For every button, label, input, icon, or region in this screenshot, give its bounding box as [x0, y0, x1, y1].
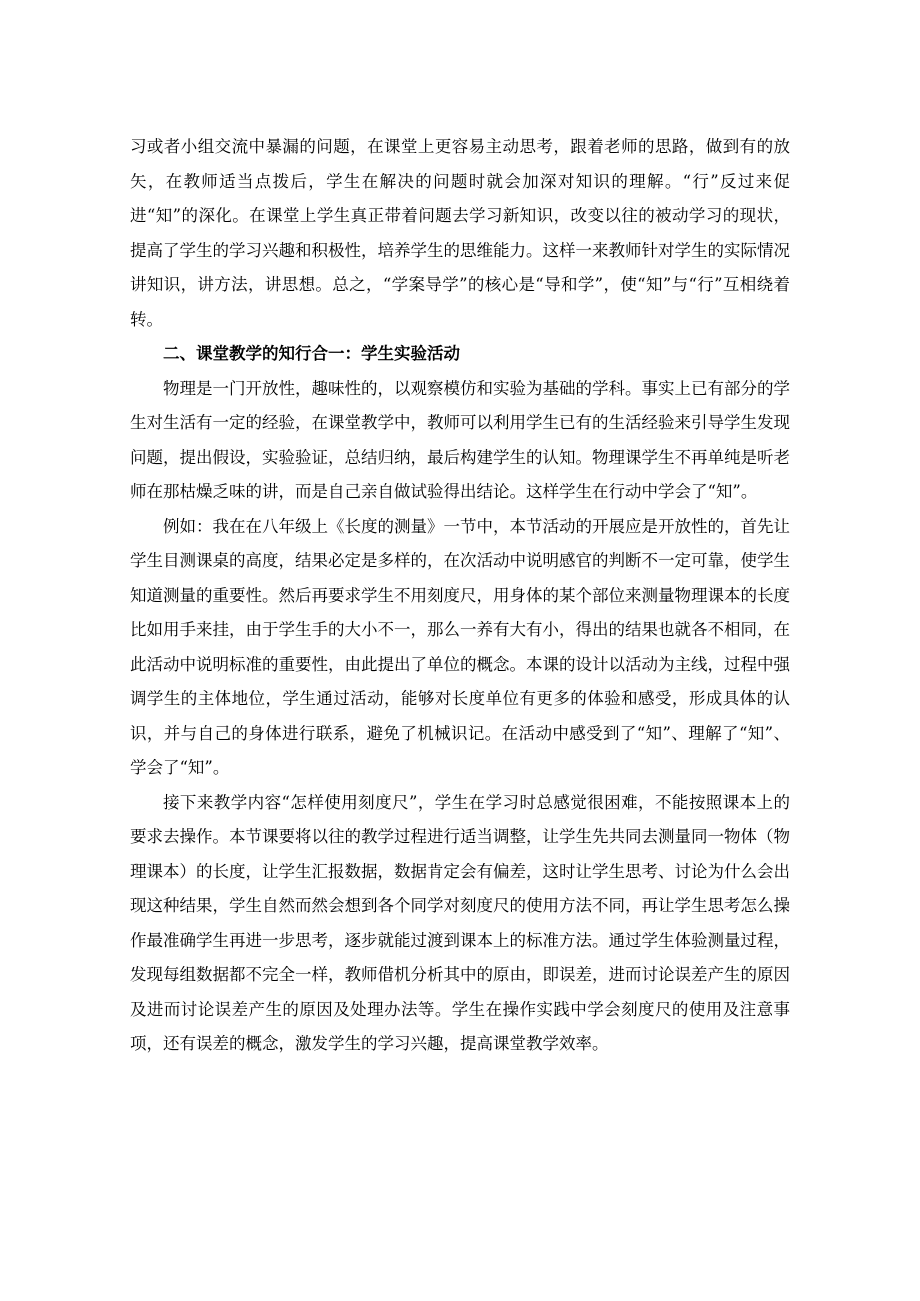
- paragraph-length-measurement-example: 例如：我在在八年级上《长度的测量》一节中，本节活动的开展应是开放性的，首先让学生目测课桌的高度，结果必定是多样的，在次活动中说明感官的判断不一定可靠，使学生知道测量的重要性。然后再要求学生不用刻度尺，用身体的某个部位来测量物理课本的长度比如用手来挂，由于学生手的大小不一，那么一养有大有小，得出的结果也就各不相同，在此活动中说明标准的重要性，由此提出了单位的概念。本课的设计以活动为主线，过程中强调学生的主体地位，学生通过活动，能够对长度单位有更多的体验和感受，形成具体的认识，并与自己的身体进行联系，避免了机械识记。在活动中感受到了“知”、理解了“知”、学会了“知”。: [130, 516, 790, 777]
- document-page: [130, 130, 790, 1062]
- section-heading: 二、课堂教学的知行合一：学生实验活动: [163, 344, 460, 363]
- paragraph-continuation: 习或者小组交流中暴漏的问题，在课堂上更容易主动思考，跟着老师的思路，做到有的放矢，在教师适当点拨后，学生在解决的问题时就会加深对知识的理解。“行”反过来促进“知”的深化。在课堂上学生真正带着问题去学习新知识，改变以往的被动学习的现状，提高了学生的学习兴趣和积极性，培养学生的思维能力。这样一来教师针对学生的实际情况讲知识，讲方法，讲思想。总之，“学案导学”的核心是“导和学”，使“知”与“行”互相绕着转。: [130, 137, 790, 329]
- paragraph-ruler-usage: 接下来教学内容“怎样使用刻度尺”，学生在学习时总感觉很困难，不能按照课本上的要求去操作。本节课要将以往的教学过程进行适当调整，让学生先共同去测量同一物体（物理课本）的长度，让学生汇报数据，数据肯定会有偏差，这时让学生思考、讨论为什么会出现这种结果，学生自然而然会想到各个同学对刻度尺的使用方法不同，再让学生思考怎么操作最准确学生再进一步思考，逐步就能过渡到课本上的标准方法。通过学生体验测量过程，发现每组数据都不完全一样，教师借机分析其中的原由，即误差，进而讨论误差产生的原因及进而讨论误差产生的原因及处理办法等。学生在操作实践中学会刻度尺的使用及注意事项，还有误差的概念，激发学生的学习兴趣，提高课堂教学效率。: [130, 792, 790, 1053]
- paragraph-physics-intro: 物理是一门开放性，趣味性的，以观察模仿和实验为基础的学科。事实上已有部分的学生对生活有一定的经验，在课堂教学中，教师可以利用学生已有的生活经验来引导学生发现问题，提出假设，实验验证，总结归纳，最后构建学生的认知。物理课学生不再单纯是听老师在那枯燥乏味的讲，而是自己亲自做试验得出结论。这样学生在行动中学会了“知”。: [130, 378, 790, 501]
